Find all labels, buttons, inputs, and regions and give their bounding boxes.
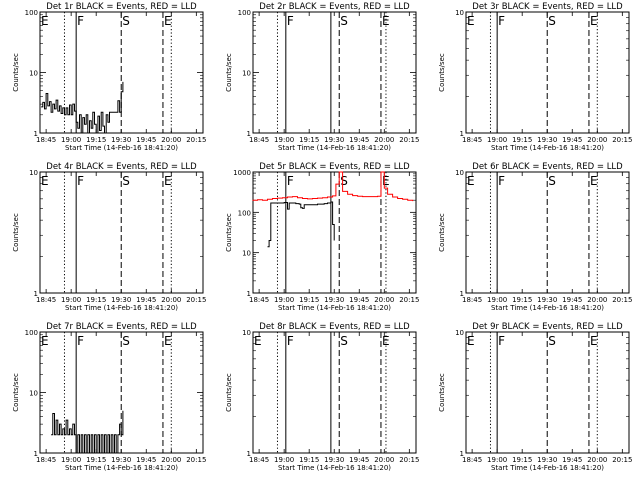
- x-axis-label: Start Time (14-Feb-16 18:41:20): [64, 464, 179, 472]
- panel-det-5: [225, 162, 419, 312]
- x-tick-label: 19:15: [512, 296, 533, 304]
- x-tick-label: 19:30: [111, 136, 132, 144]
- chart-title: Det 4r BLACK = Events, RED = LLD: [46, 162, 197, 172]
- y-axis-label: Counts/sec: [225, 213, 233, 252]
- marker-label: F: [498, 14, 506, 28]
- x-tick-label: 19:30: [537, 136, 558, 144]
- x-tick-label: 19:00: [274, 456, 295, 464]
- x-axis-label: Start Time (14-Feb-16 18:41:20): [277, 464, 392, 472]
- x-tick-label: 19:30: [111, 296, 132, 304]
- marker-label: E: [589, 174, 598, 188]
- x-tick-label: 20:00: [161, 136, 182, 144]
- x-tick-label: 19:00: [61, 136, 82, 144]
- y-tick-label: 100: [237, 209, 251, 218]
- x-tick-label: 19:15: [299, 136, 320, 144]
- y-tick-label: 1: [459, 450, 464, 458]
- marker-label: S: [340, 174, 348, 188]
- series-line-0: [41, 82, 123, 133]
- y-tick-label: 100: [24, 9, 38, 17]
- chart-title: Det 8r BLACK = Events, RED = LLD: [259, 322, 410, 332]
- x-tick-label: 18:45: [462, 296, 483, 304]
- x-axis-label: Start Time (14-Feb-16 18:41:20): [490, 304, 605, 312]
- y-tick-label: 1: [33, 450, 38, 458]
- x-tick-label: 19:00: [274, 136, 295, 144]
- x-tick-label: 20:15: [186, 136, 207, 144]
- x-tick-label: 18:45: [36, 456, 57, 464]
- marker-label: E: [467, 334, 475, 348]
- y-axis-label: Counts/sec: [225, 53, 233, 92]
- y-tick-label: 100: [237, 9, 251, 17]
- y-tick-label: 10: [29, 389, 38, 398]
- y-axis-label: Counts/sec: [12, 213, 20, 252]
- y-axis-label: Counts/sec: [225, 373, 233, 412]
- panel-det-7: [12, 322, 206, 472]
- marker-label: E: [254, 334, 262, 348]
- y-axis-label: Counts/sec: [438, 53, 446, 92]
- x-axis-label: Start Time (14-Feb-16 18:41:20): [490, 464, 605, 472]
- panel-det-8: [225, 322, 419, 472]
- x-axis-label: Start Time (14-Feb-16 18:41:20): [64, 144, 179, 152]
- x-tick-label: 19:45: [562, 136, 583, 144]
- x-tick-label: 19:00: [487, 456, 508, 464]
- x-tick-label: 19:45: [349, 456, 370, 464]
- y-tick-label: 1: [246, 130, 251, 138]
- marker-label: F: [77, 334, 85, 348]
- y-axis-label: Counts/sec: [12, 373, 20, 412]
- x-tick-label: 19:15: [86, 296, 107, 304]
- y-axis-label: Counts/sec: [438, 373, 446, 412]
- marker-label: E: [381, 174, 390, 188]
- y-tick-label: 10: [455, 329, 464, 337]
- x-tick-label: 19:00: [487, 136, 508, 144]
- y-tick-label: 10: [242, 69, 251, 78]
- x-tick-label: 20:00: [161, 296, 182, 304]
- panel-det-3: [438, 2, 632, 152]
- y-tick-label: 10: [242, 249, 251, 258]
- y-tick-label: 1: [246, 290, 251, 298]
- marker-label: E: [589, 14, 598, 28]
- x-tick-label: 19:15: [299, 456, 320, 464]
- x-tick-label: 19:45: [136, 456, 157, 464]
- x-tick-label: 19:00: [487, 296, 508, 304]
- x-tick-label: 18:45: [462, 456, 483, 464]
- chart-title: Det 1r BLACK = Events, RED = LLD: [46, 2, 197, 12]
- x-tick-label: 20:00: [587, 296, 608, 304]
- x-tick-label: 19:15: [299, 296, 320, 304]
- y-axis-label: Counts/sec: [438, 213, 446, 252]
- panel-det-9: [438, 322, 632, 472]
- chart-title: Det 6r BLACK = Events, RED = LLD: [472, 162, 623, 172]
- chart-title: Det 9r BLACK = Events, RED = LLD: [472, 322, 623, 332]
- x-tick-label: 19:30: [324, 456, 345, 464]
- x-tick-label: 19:30: [324, 136, 345, 144]
- x-tick-label: 19:45: [562, 296, 583, 304]
- x-tick-label: 18:45: [249, 136, 270, 144]
- x-tick-label: 20:15: [399, 456, 420, 464]
- x-tick-label: 19:45: [136, 296, 157, 304]
- x-tick-label: 18:45: [36, 136, 57, 144]
- x-tick-label: 20:00: [161, 456, 182, 464]
- x-tick-label: 19:45: [136, 136, 157, 144]
- x-tick-label: 19:30: [537, 296, 558, 304]
- x-tick-label: 18:45: [36, 296, 57, 304]
- y-tick-label: 1000: [233, 169, 251, 177]
- marker-label: F: [77, 174, 85, 188]
- marker-label: E: [41, 14, 49, 28]
- marker-label: S: [122, 174, 130, 188]
- chart-title: Det 7r BLACK = Events, RED = LLD: [46, 322, 197, 332]
- panel-det-4: [12, 162, 206, 312]
- marker-label: S: [122, 14, 130, 28]
- x-tick-label: 19:00: [274, 296, 295, 304]
- x-tick-label: 18:45: [249, 296, 270, 304]
- series-line-0: [51, 411, 123, 453]
- marker-label: S: [340, 334, 348, 348]
- y-tick-label: 100: [24, 329, 38, 337]
- x-tick-label: 19:30: [537, 456, 558, 464]
- x-tick-label: 20:15: [612, 456, 633, 464]
- y-tick-label: 1: [246, 450, 251, 458]
- x-tick-label: 20:15: [612, 136, 633, 144]
- x-tick-label: 19:15: [512, 456, 533, 464]
- x-tick-label: 19:15: [86, 456, 107, 464]
- x-tick-label: 19:45: [349, 296, 370, 304]
- x-tick-label: 20:00: [374, 296, 395, 304]
- marker-label: F: [498, 334, 506, 348]
- marker-label: E: [163, 334, 172, 348]
- x-axis-label: Start Time (14-Feb-16 18:41:20): [490, 144, 605, 152]
- chart-title: Det 3r BLACK = Events, RED = LLD: [472, 2, 623, 12]
- y-tick-label: 10: [242, 329, 251, 337]
- y-tick-label: 10: [29, 69, 38, 78]
- marker-label: S: [340, 14, 348, 28]
- marker-label: E: [163, 14, 172, 28]
- y-tick-label: 1: [459, 130, 464, 138]
- y-tick-label: 10: [455, 9, 464, 17]
- chart-title: Det 2r BLACK = Events, RED = LLD: [259, 2, 410, 12]
- x-tick-label: 19:30: [324, 296, 345, 304]
- marker-label: E: [467, 14, 475, 28]
- panel-det-1: [12, 2, 206, 152]
- marker-label: F: [286, 334, 294, 348]
- y-tick-label: 10: [455, 169, 464, 177]
- marker-label: E: [589, 334, 598, 348]
- x-axis-label: Start Time (14-Feb-16 18:41:20): [64, 304, 179, 312]
- x-tick-label: 19:00: [61, 296, 82, 304]
- x-axis-label: Start Time (14-Feb-16 18:41:20): [277, 304, 392, 312]
- marker-label: E: [163, 174, 172, 188]
- marker-label: S: [548, 334, 556, 348]
- panel-det-2: [225, 2, 419, 152]
- x-tick-label: 18:45: [249, 456, 270, 464]
- x-tick-label: 19:45: [349, 136, 370, 144]
- y-axis-label: Counts/sec: [12, 53, 20, 92]
- marker-label: E: [41, 174, 49, 188]
- marker-label: F: [77, 14, 85, 28]
- y-tick-label: 10: [29, 169, 38, 177]
- x-tick-label: 19:45: [562, 456, 583, 464]
- marker-label: F: [286, 14, 294, 28]
- marker-label: E: [381, 14, 390, 28]
- y-tick-label: 1: [459, 290, 464, 298]
- x-tick-label: 20:00: [374, 456, 395, 464]
- x-tick-label: 20:15: [186, 456, 207, 464]
- marker-label: F: [286, 174, 294, 188]
- x-tick-label: 19:15: [86, 136, 107, 144]
- x-tick-label: 20:15: [399, 296, 420, 304]
- x-tick-label: 18:45: [462, 136, 483, 144]
- marker-label: S: [122, 334, 130, 348]
- x-tick-label: 20:00: [374, 136, 395, 144]
- marker-label: S: [548, 174, 556, 188]
- x-tick-label: 20:00: [587, 456, 608, 464]
- y-tick-label: 1: [33, 290, 38, 298]
- panel-det-6: [438, 162, 632, 312]
- x-tick-label: 20:15: [612, 296, 633, 304]
- x-tick-label: 19:30: [111, 456, 132, 464]
- x-tick-label: 20:00: [587, 136, 608, 144]
- marker-label: F: [498, 174, 506, 188]
- x-tick-label: 20:15: [186, 296, 207, 304]
- marker-label: E: [381, 334, 390, 348]
- marker-label: E: [41, 334, 49, 348]
- x-axis-label: Start Time (14-Feb-16 18:41:20): [277, 144, 392, 152]
- x-tick-label: 20:15: [399, 136, 420, 144]
- x-tick-label: 19:00: [61, 456, 82, 464]
- chart-title: Det 5r BLACK = Events, RED = LLD: [259, 162, 410, 172]
- y-tick-label: 1: [33, 130, 38, 138]
- x-tick-label: 19:15: [512, 136, 533, 144]
- marker-label: S: [548, 14, 556, 28]
- marker-label: E: [467, 174, 475, 188]
